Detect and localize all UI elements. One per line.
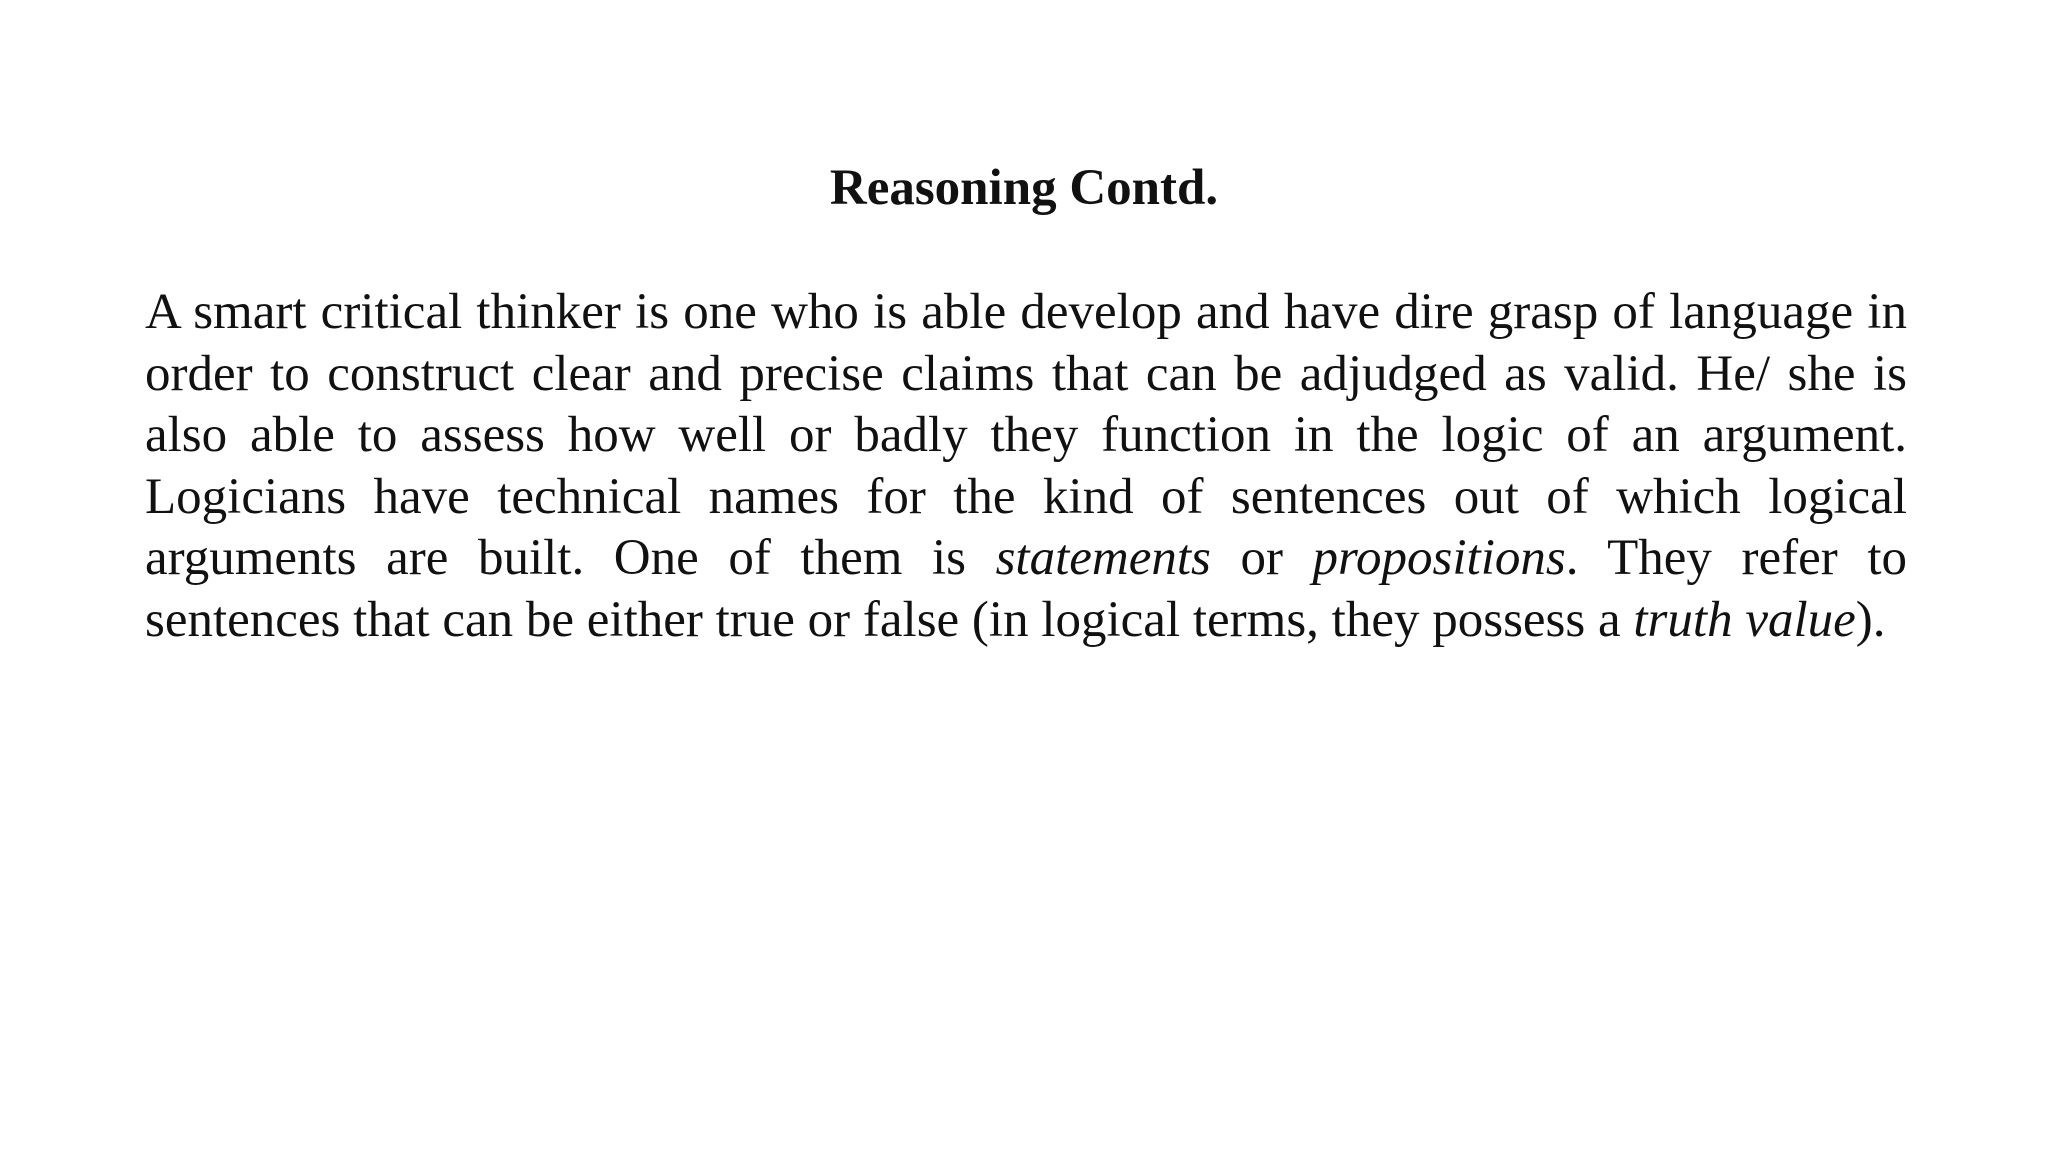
paragraph-text-1: A smart critical thinker is one who is able develop and have dire grasp of language in order to construct clear and precise claims that can be adjudged as valid. He/ she is also able to assess how well or badly they function in the logic of an argument. Logicians have technical names for the kind of sentences out of which logical arguments are built. One of them is [145, 284, 1907, 586]
slide-title: Reasoning Contd. [829, 160, 1219, 216]
term-truth-value: truth value [1633, 591, 1856, 648]
paragraph-text-4: ). [1855, 591, 1886, 648]
term-statements: statements [995, 530, 1211, 586]
body-paragraph [145, 282, 1907, 651]
paragraph-text-3: . They refer to sentences that can be either true or false (in logical terms, they possess a [145, 530, 1907, 648]
term-propositions: propositions [1312, 530, 1566, 586]
paragraph-text-2: or [1210, 530, 1313, 586]
